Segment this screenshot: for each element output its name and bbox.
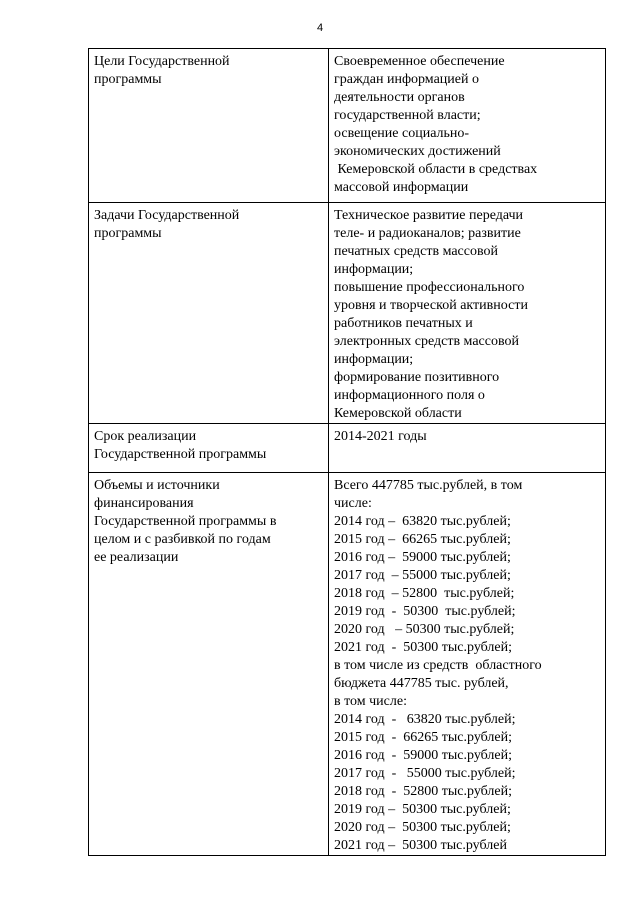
cell-line: программы — [94, 72, 162, 87]
value-cell-tasks — [329, 203, 606, 424]
cell-line: 2018 год - 52800 тыс.рублей; — [334, 784, 513, 799]
label-cell-goals — [89, 49, 329, 203]
cell-line: 2018 год – 52800 тыс.рублей; — [334, 586, 515, 601]
cell-line: формирование позитивного — [334, 370, 500, 385]
cell-line: массовой информации — [334, 180, 469, 195]
cell-line: Государственной программы — [94, 447, 267, 462]
cell-line: 2016 год – 59000 тыс.рублей; — [334, 550, 511, 565]
cell-line: 2021 год - 50300 тыс.рублей; — [334, 640, 513, 655]
cell-line: Техническое развитие передачи — [334, 208, 524, 223]
cell-line: Государственной программы в — [94, 514, 277, 529]
cell-line: Цели Государственной — [94, 54, 230, 69]
table-row-funding — [89, 473, 606, 856]
cell-line: 2020 год – 50300 тыс.рублей; — [334, 820, 511, 835]
cell-line: освещение социально- — [334, 126, 470, 141]
cell-line: экономических достижений — [334, 144, 501, 159]
cell-line: информационного поля о — [334, 388, 485, 403]
cell-line: повышение профессионального — [334, 280, 525, 295]
cell-line: информации; — [334, 262, 414, 277]
cell-line: Кемеровской области в средствах — [334, 162, 538, 177]
cell-line: бюджета 447785 тыс. рублей, — [334, 676, 509, 691]
table-row-term — [89, 424, 606, 473]
cell-line: Срок реализации — [94, 429, 197, 444]
cell-line: печатных средств массовой — [334, 244, 498, 259]
cell-line: деятельности органов — [334, 90, 465, 105]
cell-line: ее реализации — [94, 550, 179, 565]
table-row-goals — [89, 49, 606, 203]
cell-line: 2014-2021 годы — [334, 429, 427, 444]
program-passport-table — [88, 48, 606, 856]
label-cell-term — [89, 424, 329, 473]
cell-line: Всего 447785 тыс.рублей, в том — [334, 478, 523, 493]
label-cell-funding — [89, 473, 329, 856]
cell-line: 2021 год – 50300 тыс.рублей — [334, 838, 507, 853]
cell-line: 2017 год - 55000 тыс.рублей; — [334, 766, 516, 781]
value-cell-goals — [329, 49, 606, 203]
cell-line: финансирования — [94, 496, 194, 511]
cell-line: 2015 год – 66265 тыс.рублей; — [334, 532, 511, 547]
cell-line: работников печатных и — [334, 316, 473, 331]
cell-line: Объемы и источники — [94, 478, 220, 493]
cell-line: информации; — [334, 352, 414, 367]
cell-line: Кемеровской области — [334, 406, 462, 421]
cell-line: 2014 год – 63820 тыс.рублей; — [334, 514, 511, 529]
cell-line: 2019 год - 50300 тыс.рублей; — [334, 604, 516, 619]
cell-line: 2017 год – 55000 тыс.рублей; — [334, 568, 511, 583]
cell-line: в том числе: — [334, 694, 407, 709]
cell-line: Своевременное обеспечение — [334, 54, 505, 69]
cell-line: числе: — [334, 496, 372, 511]
cell-line: электронных средств массовой — [334, 334, 519, 349]
value-cell-funding — [329, 473, 606, 856]
cell-line: государственной власти; — [334, 108, 481, 123]
cell-line: 2015 год - 66265 тыс.рублей; — [334, 730, 513, 745]
cell-line: Задачи Государственной — [94, 208, 240, 223]
value-cell-term — [329, 424, 606, 473]
table-row-tasks — [89, 203, 606, 424]
cell-line: программы — [94, 226, 162, 241]
cell-line: 2016 год - 59000 тыс.рублей; — [334, 748, 513, 763]
cell-line: в том числе из средств областного — [334, 658, 542, 673]
cell-line: 2014 год - 63820 тыс.рублей; — [334, 712, 516, 727]
cell-line: теле- и радиоканалов; развитие — [334, 226, 521, 241]
cell-line: граждан информацией о — [334, 72, 479, 87]
cell-line: целом и с разбивкой по годам — [94, 532, 271, 547]
page-number: 4 — [316, 22, 324, 34]
cell-line: 2020 год – 50300 тыс.рублей; — [334, 622, 515, 637]
label-cell-tasks — [89, 203, 329, 424]
cell-line: 2019 год – 50300 тыс.рублей; — [334, 802, 511, 817]
cell-line: уровня и творческой активности — [334, 298, 528, 313]
